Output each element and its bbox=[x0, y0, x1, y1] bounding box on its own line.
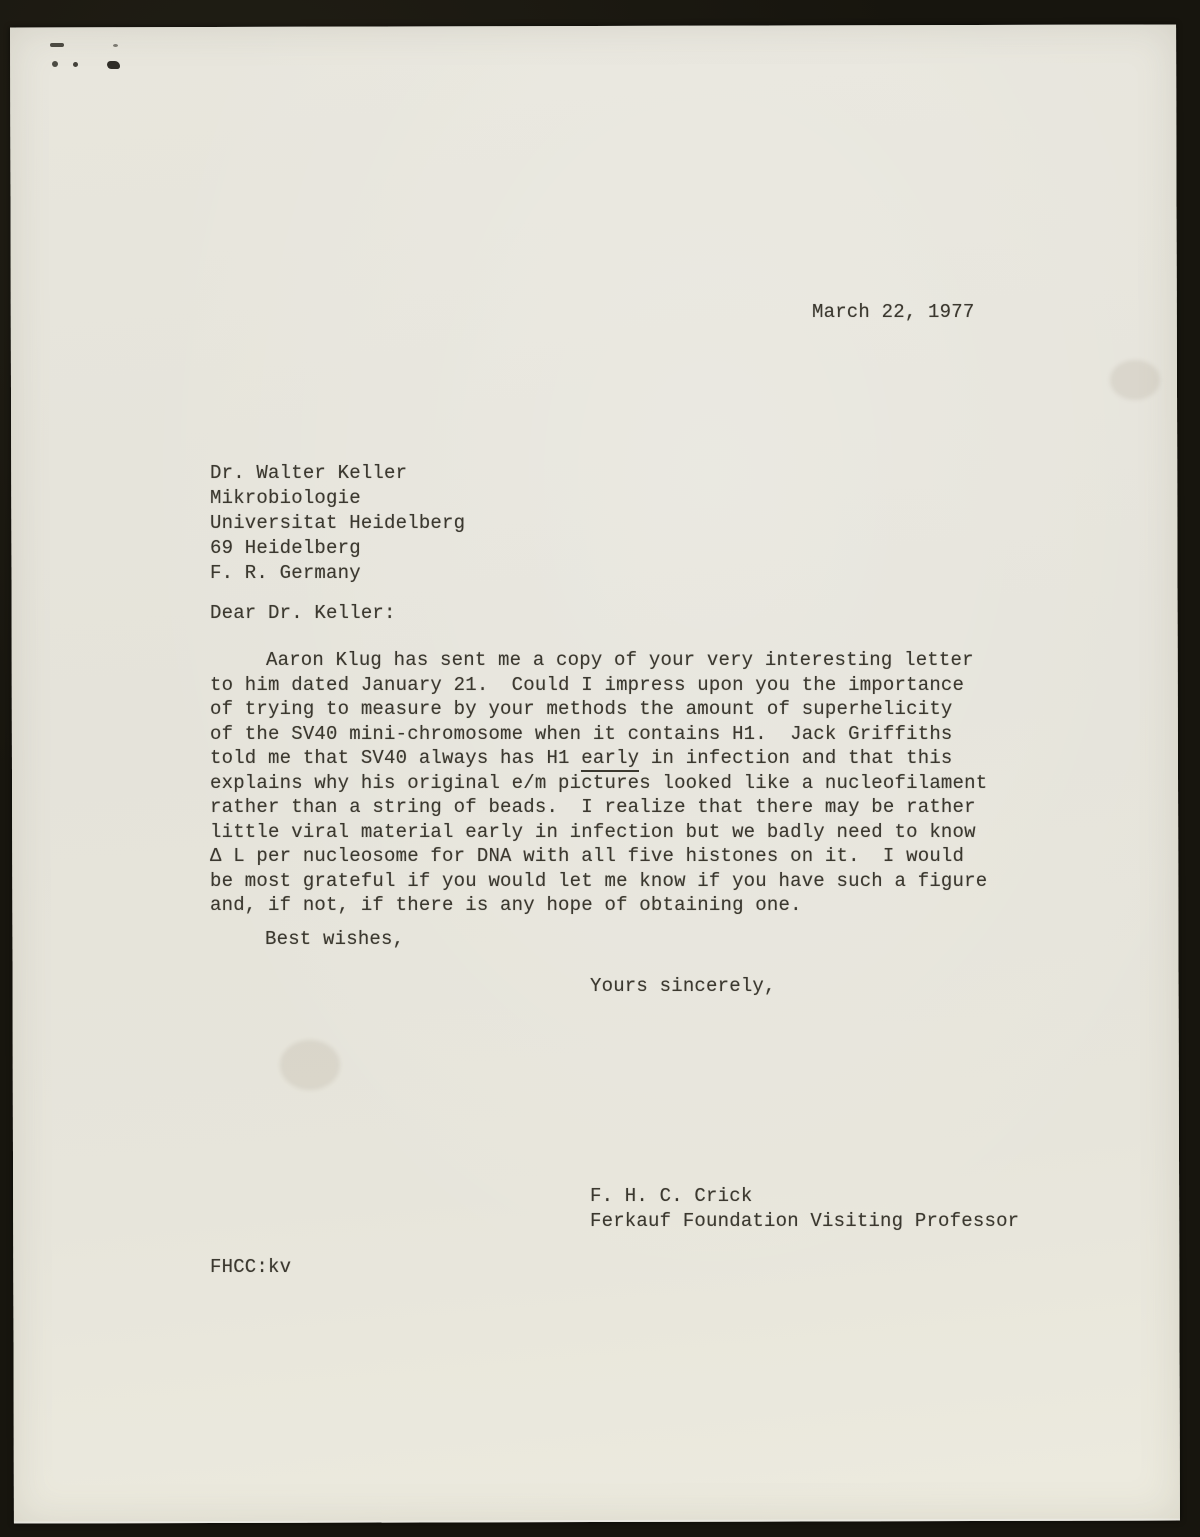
ink-speck bbox=[52, 61, 58, 67]
recipient-line: F. R. Germany bbox=[210, 562, 361, 584]
body-line: of trying to measure by your methods the amount of superhelicity bbox=[210, 698, 953, 721]
letter-body bbox=[210, 648, 987, 918]
recipient-line: Mikrobiologie bbox=[210, 487, 361, 509]
salutation: Dear Dr. Keller: bbox=[210, 602, 396, 624]
body-line: Aaron Klug has sent me a copy of your very interesting letter bbox=[266, 649, 974, 671]
body-line: told me that SV40 always has H1 early in infection and that this bbox=[210, 746, 987, 771]
body-line: to him dated January 21. Could I impress upon you the importance bbox=[210, 673, 965, 696]
ink-speck bbox=[107, 61, 120, 69]
closing: Best wishes, bbox=[265, 928, 405, 950]
recipient-line: Universitat Heidelberg bbox=[210, 512, 466, 534]
paper-smudge bbox=[1110, 360, 1160, 400]
body-line: explains why his original e/m pictures looked like a nucleofilament bbox=[210, 771, 988, 794]
recipient-line: Dr. Walter Keller bbox=[210, 462, 408, 484]
ink-speck bbox=[50, 43, 64, 47]
body-line: rather than a string of beads. I realize that there may be rather bbox=[210, 796, 976, 819]
signature-title: Ferkauf Foundation Visiting Professor bbox=[590, 1210, 1020, 1232]
body-line: and, if not, if there is any hope of obtaining one. bbox=[210, 894, 802, 917]
valediction: Yours sincerely, bbox=[590, 975, 776, 997]
underlined-word: early bbox=[581, 747, 639, 772]
body-line: be most grateful if you would let me know if you have such a figure bbox=[210, 869, 988, 892]
body-line: Δ L per nucleosome for DNA with all five histones on it. I would bbox=[210, 845, 965, 868]
recipient-address bbox=[210, 461, 465, 586]
recipient-line: 69 Heidelberg bbox=[210, 537, 361, 559]
ink-speck bbox=[73, 62, 78, 67]
paper-smudge bbox=[280, 1040, 340, 1090]
body-line: of the SV40 mini-chromosome when it contains H1. Jack Griffiths bbox=[210, 722, 953, 745]
ink-speck bbox=[113, 44, 118, 47]
typist-reference: FHCC:kv bbox=[210, 1256, 292, 1278]
signature-name: F. H. C. Crick bbox=[590, 1185, 753, 1207]
letter-date: March 22, 1977 bbox=[812, 301, 975, 323]
body-line: little viral material early in infection but we badly need to know bbox=[210, 820, 976, 843]
